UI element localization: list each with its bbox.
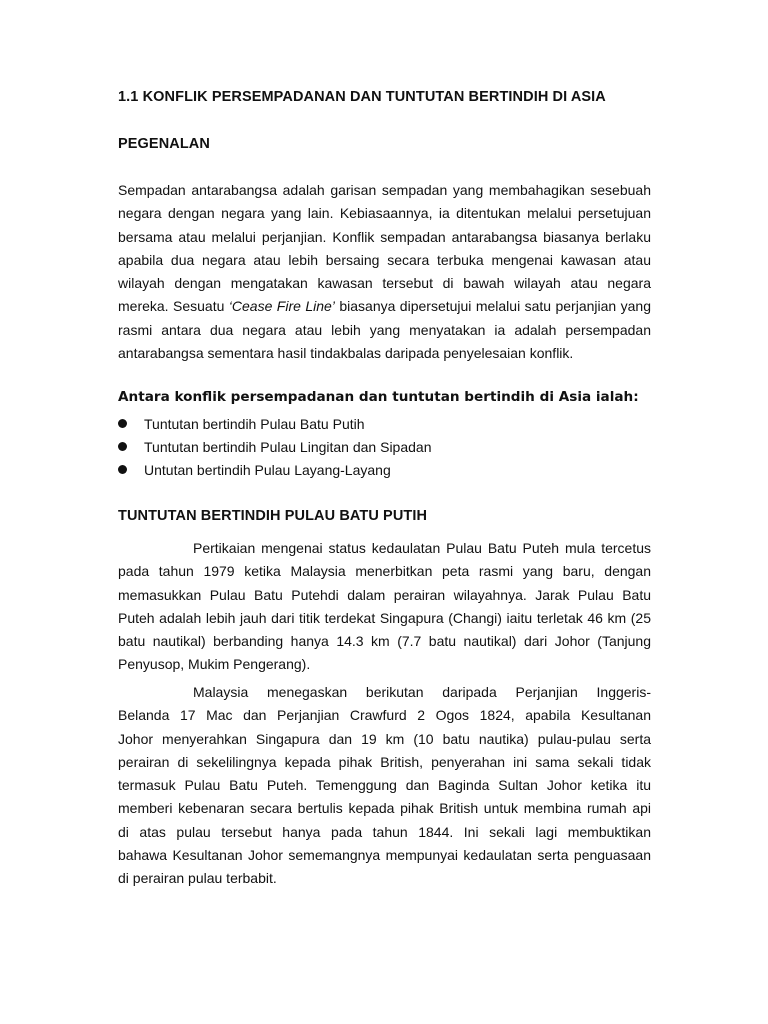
text-fragment: mereka. Sesuatu: [118, 298, 229, 315]
text-line: Pertikaian mengenai status kedaulatan Pulau Batu Puteh mula tercetus: [193, 540, 651, 556]
list-item-label: Tuntutan bertindih Pulau Lingitan dan Sipadan: [144, 439, 432, 455]
conflicts-heading: Antara konflik persempadanan dan tuntutan bertindih di Asia ialah:: [118, 389, 639, 405]
cease-fire-line-term: ‘Cease Fire Line’: [228, 298, 335, 315]
batu-putih-heading: TUNTUTAN BERTINDIH PULAU BATU PUTIH: [118, 508, 428, 524]
list-item: [118, 460, 431, 483]
bullet-icon: [118, 442, 127, 451]
text-line: di perairan pulau terbabit.: [118, 870, 277, 887]
intro-heading: PEGENALAN: [118, 136, 210, 152]
text-line: Johor menyerahkan Singapura dan 19 km (10 batu nautika) pulau-pulau serta: [118, 730, 651, 747]
bullet-icon: [118, 419, 127, 428]
text-line: Belanda 17 Mac dan Perjanjian Crawfurd 2 Ogos 1824, apabila Kesultanan: [118, 707, 651, 724]
text-line: Puteh adalah lebih jauh dari titik terdekat Singapura (Changi) iaitu terletak 46 km (25: [118, 609, 651, 626]
text-line: [118, 295, 651, 318]
batu-putih-paragraph-1: [118, 537, 651, 677]
list-item-label: Tuntutan bertindih Pulau Batu Putih: [144, 416, 365, 432]
text-line: memberi kebenaran secara bertulis kepada pihak British untuk membina rumah api: [118, 800, 651, 817]
text-line: wilayah dengan mengatakan kawasan tersebut di bawah wilayah atau negara: [118, 275, 651, 292]
text-line: bahawa Kesultanan Johor sememangnya mempunyai kedaulatan serta penguasaan: [118, 847, 651, 864]
text-line: di atas pulau tersebut hanya pada tahun 1844. Ini sekali lagi membuktikan: [118, 823, 651, 840]
text-line: antarabangsa sementara hasil tindakbalas daripada penyelesaian konflik.: [118, 345, 574, 362]
list-item-label: Untutan bertindih Pulau Layang-Layang: [144, 462, 391, 478]
text-line: bersama atau melalui perjanjian. Konflik sempadan antarabangsa biasanya berlaku: [118, 228, 651, 245]
list-item: [118, 437, 431, 460]
text-line: memasukkan Pulau Batu Putehdi dalam perairan wilayahnya. Jarak Pulau Batu: [118, 586, 651, 603]
text-line: apabila dua negara atau lebih bersaing secara terbuka mengenai kawasan atau: [118, 251, 651, 268]
batu-putih-paragraph-2: [118, 681, 651, 891]
text-line: pada tahun 1979 ketika Malaysia menerbitkan peta rasmi yang baru, dengan: [118, 563, 651, 580]
list-item: [118, 414, 431, 437]
conflicts-list: [118, 414, 431, 483]
text-line: rasmi antara dua negara atau lebih yang menyatakan ia adalah persempadan: [118, 321, 651, 338]
document-title: 1.1 KONFLIK PERSEMPADANAN DAN TUNTUTAN BERTINDIH DI ASIA: [118, 89, 606, 105]
text-line: negara dengan negara yang lain. Kebiasaannya, ia ditentukan melalui persetujuan: [118, 205, 651, 222]
text-line: Sempadan antarabangsa adalah garisan sempadan yang membahagikan sesebuah: [118, 182, 651, 198]
intro-paragraph: [118, 179, 651, 365]
text-line: termasuk Pulau Batu Puteh. Temenggung dan Baginda Sultan Johor ketika itu: [118, 777, 651, 794]
text-fragment: biasanya dipersetujui melalui satu perjanjian yang: [334, 298, 651, 315]
text-line: batu nautikal) berbanding hanya 14.3 km (7.7 batu nautikal) dari Johor (Tanjung: [118, 633, 651, 650]
bullet-icon: [118, 465, 127, 474]
text-line: Penyusop, Mukim Pengerang).: [118, 656, 311, 673]
text-line: perairan di sekelilingnya kepada pihak British, penyerahan ini sama sekali tidak: [118, 753, 651, 770]
text-line: Malaysia menegaskan berikutan daripada Perjanjian Inggeris-: [193, 684, 651, 700]
